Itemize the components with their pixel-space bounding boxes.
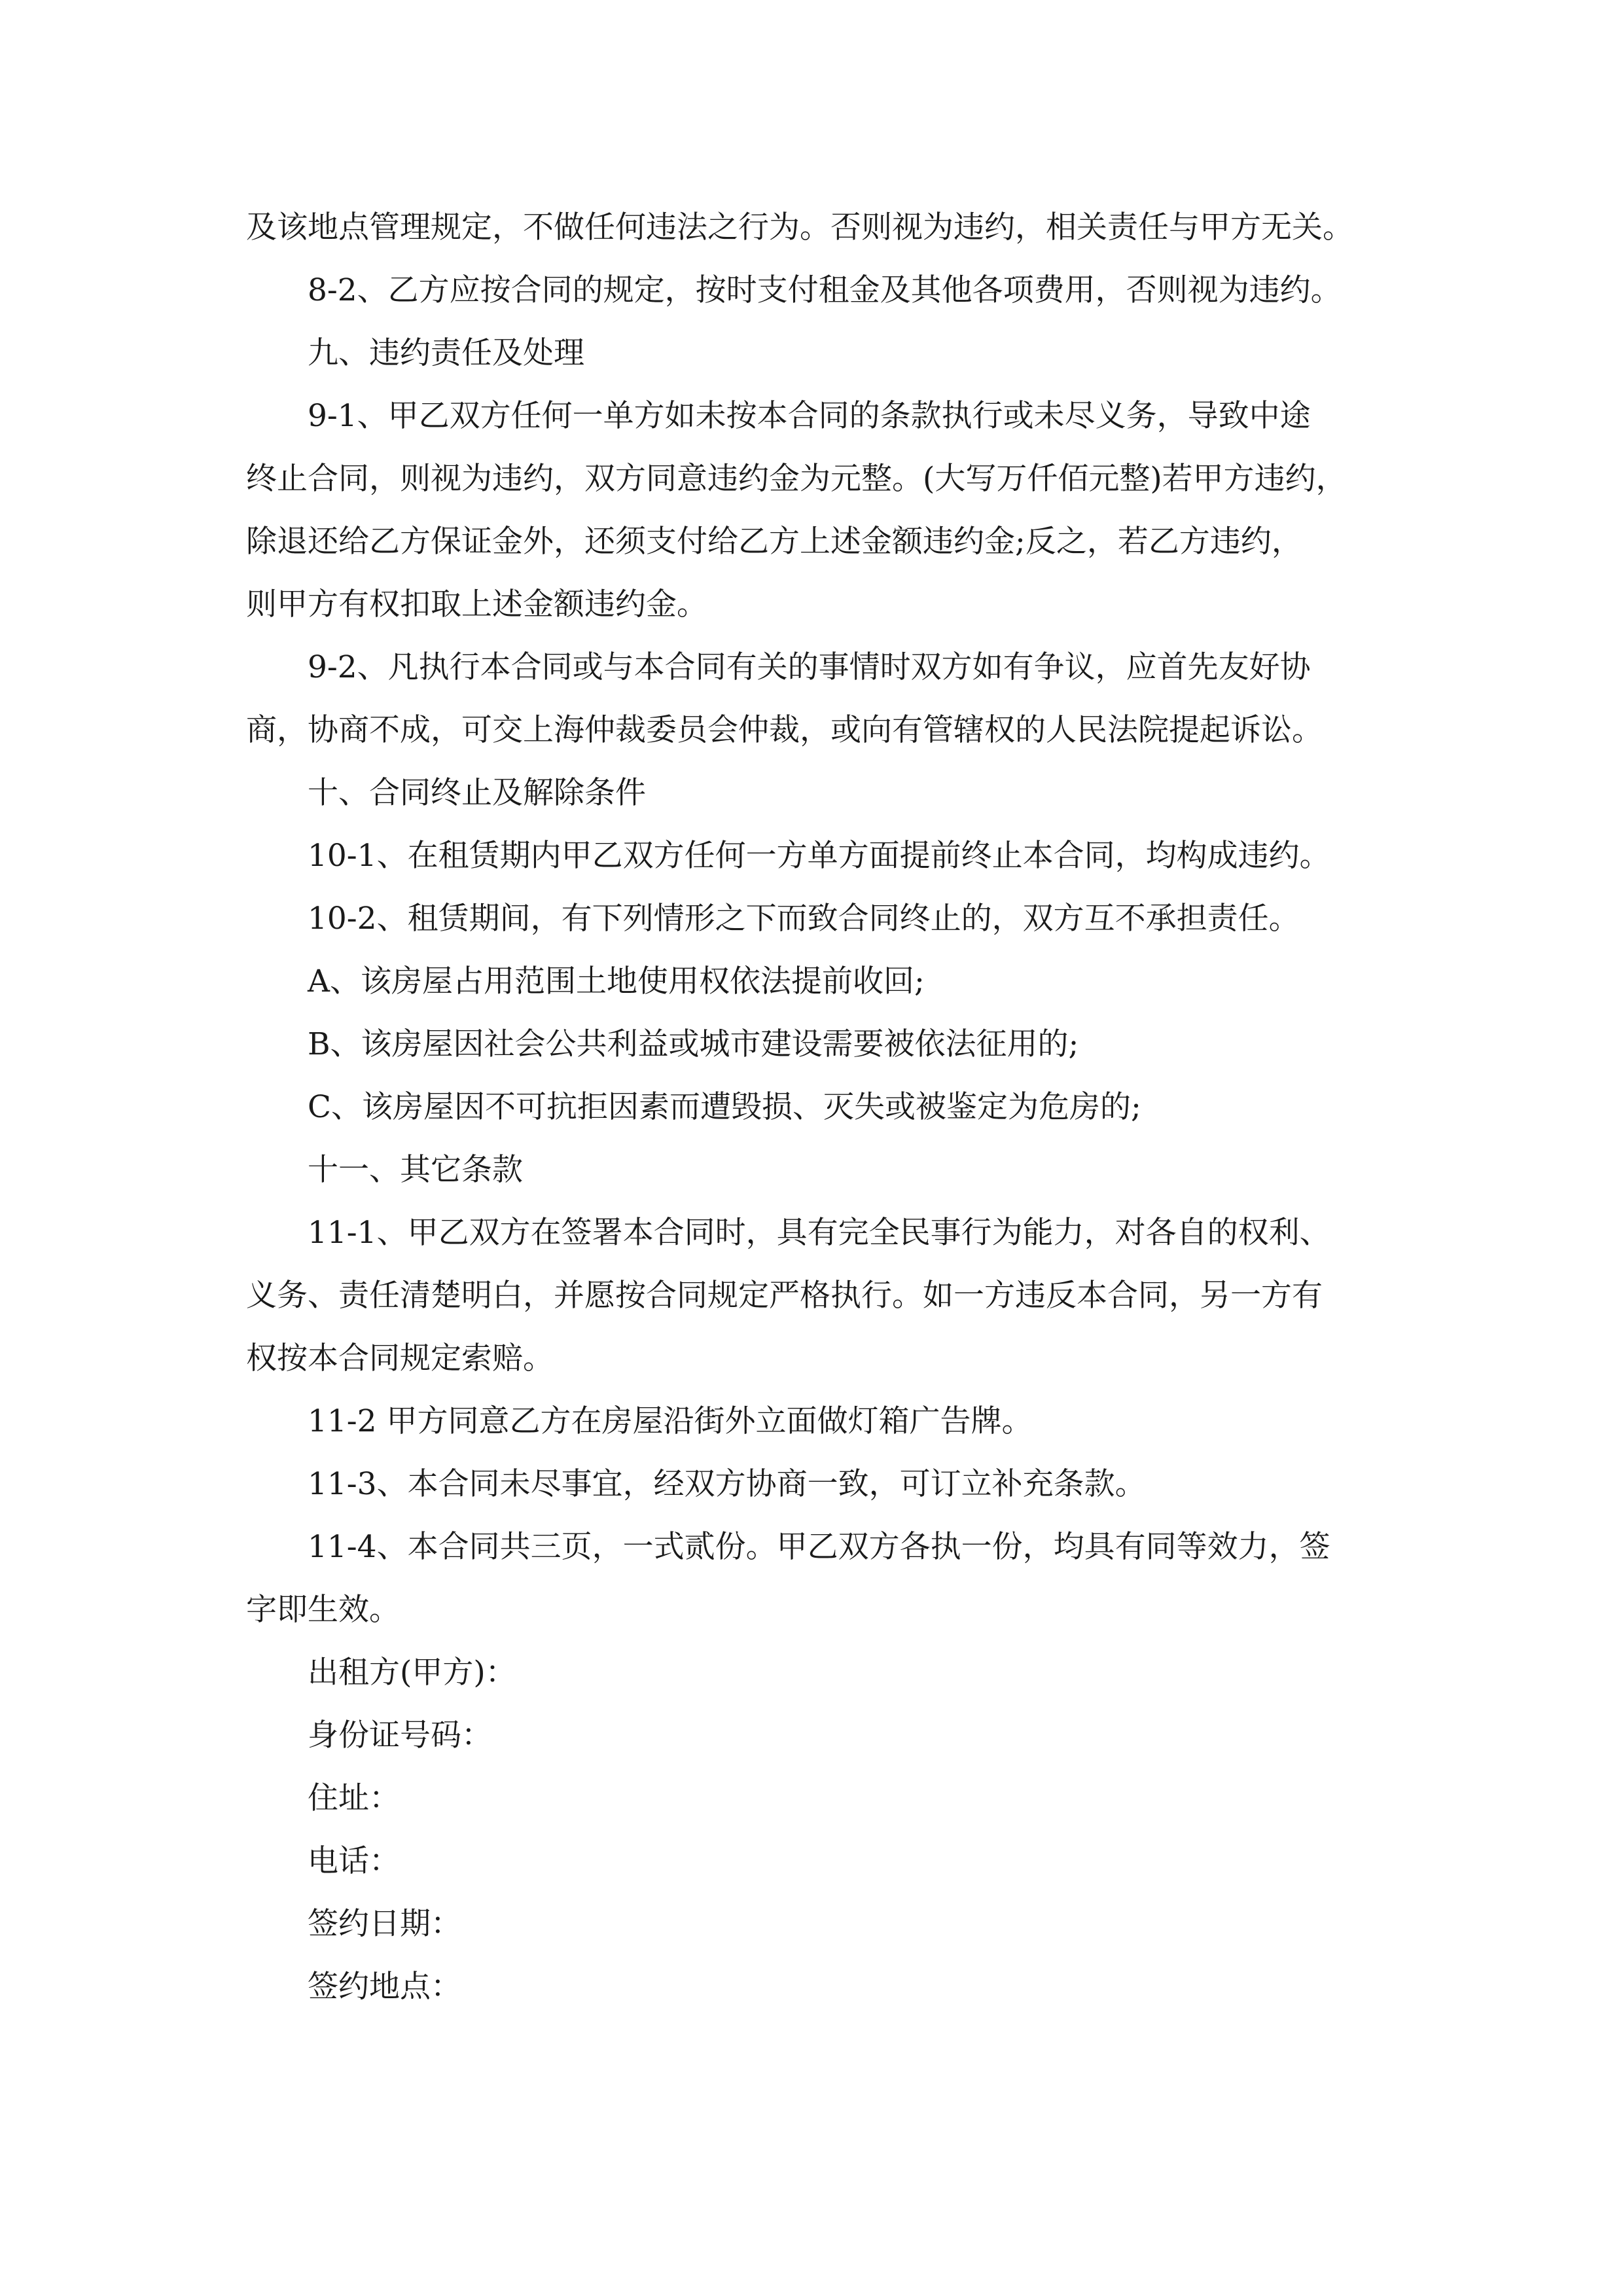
text-line: 终止合同，则视为违约，双方同意违约金为元整。(大写万仟佰元整)若甲方违约，: [246, 461, 1347, 497]
clause-9-1: 9-1、甲乙双方任何一单方如未按本合同的条款执行或未尽义务，导致中途: [308, 398, 1311, 434]
clause-9-2: 9-2、凡执行本合同或与本合同有关的事情时双方如有争议，应首先友好协: [308, 649, 1311, 685]
address-label: 住址：: [308, 1780, 400, 1816]
text-line: 权按本合同规定索赔。: [246, 1340, 554, 1376]
clause-11-4: 11-4、本合同共三页，一式贰份。甲乙双方各执一份，均具有同等效力，签: [308, 1529, 1330, 1565]
clause-11-3: 11-3、本合同未尽事宜，经双方协商一致，可订立补充条款。: [308, 1466, 1146, 1502]
clause-10-2: 10-2、租赁期间，有下列情形之下而致合同终止的，双方互不承担责任。: [308, 901, 1300, 937]
list-item-b: B、该房屋因社会公共利益或城市建设需要被依法征用的;: [308, 1026, 1079, 1062]
list-item-a: A、该房屋占用范围土地使用权依法提前收回;: [308, 963, 925, 999]
text-line: 义务、责任清楚明白，并愿按合同规定严格执行。如一方违反本合同，另一方有: [246, 1278, 1323, 1314]
section-heading-10: 十、合同终止及解除条件: [308, 775, 646, 811]
text-line: 除退还给乙方保证金外，还须支付给乙方上述金额违约金;反之，若乙方违约，: [246, 524, 1302, 560]
signing-place-label: 签约地点：: [308, 1969, 461, 2005]
id-number-label: 身份证号码：: [308, 1717, 492, 1753]
clause-10-1: 10-1、在租赁期内甲乙双方任何一方单方面提前终止本合同，均构成违约。: [308, 838, 1330, 874]
text-line: 字即生效。: [246, 1592, 400, 1628]
section-heading-11: 十一、其它条款: [308, 1152, 523, 1188]
phone-label: 电话：: [308, 1843, 400, 1879]
contract-body: [246, 196, 1411, 2018]
clause-8-2: 8-2、乙方应按合同的规定，按时支付租金及其他各项费用，否则视为违约。: [308, 272, 1342, 308]
clause-11-1: 11-1、甲乙双方在签署本合同时，具有完全民事行为能力，对各自的权利、: [308, 1215, 1330, 1251]
text-line: 则甲方有权扣取上述金额违约金。: [246, 586, 707, 622]
section-heading-9: 九、违约责任及处理: [308, 335, 584, 371]
clause-11-2: 11-2 甲方同意乙方在房屋沿街外立面做灯箱广告牌。: [308, 1403, 1033, 1439]
signing-date-label: 签约日期：: [308, 1906, 461, 1942]
text-line: 及该地点管理规定，不做任何违法之行为。否则视为违约，相关责任与甲方无关。: [246, 209, 1353, 245]
list-item-c: C、该房屋因不可抗拒因素而遭毁损、灭失或被鉴定为危房的;: [308, 1089, 1141, 1125]
lessor-label: 出租方(甲方)：: [308, 1655, 516, 1691]
text-line: 商，协商不成，可交上海仲裁委员会仲裁，或向有管辖权的人民法院提起诉讼。: [246, 712, 1323, 748]
